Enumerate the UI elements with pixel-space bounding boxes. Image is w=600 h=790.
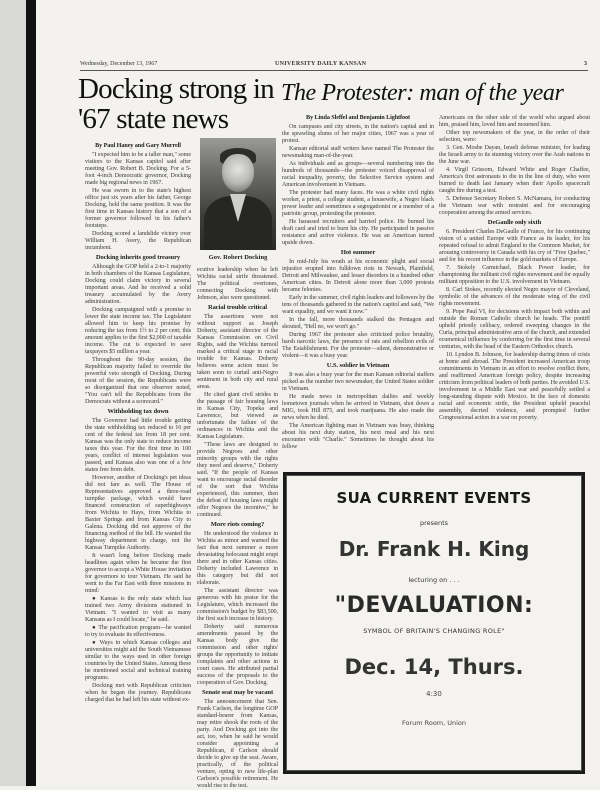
paragraph: 10. Lyndon B. Johnson, for leadership during times of crisis at home and abroad. The President increased American troop commitments in Vietnam in an effort to resolve conflict there, and reaffirmed American foreign policy, despite increasing criticism from political leaders of both parties. He avoided U.S. involvement in a Middle East war and peacefully settled a long-standing dispute with Mexico. In the face of domestic racial and economic strife, the President upheld peaceful assembly, decried violence, and prompted further Congressional action in a war on poverty. (439, 351, 590, 421)
paragraph: In mid-July his wrath at his economic plight and social injustice erupted into fulldown riots in Newark, Plainfield, Detroit and Milwaukee, and lesser disorders in a hundred other American cities. In Detroit alone more than 3,000 protests became felonies. (282, 258, 434, 293)
paragraph: During 1967 the protester also criticized police brutality, harsh narcotic laws, the presence of rats and rebellion evils of The Establishment. For the protester—silent, demonstrative or violent—it was a busy year. (282, 331, 434, 359)
paragraph: Early in the summer, civil rights leaders and followers by the tens of thousands gathered in the nation's capitol and said, "We want equality, and we want it now." (282, 294, 434, 315)
docking-headline: Docking strong in '67 state news (78, 73, 274, 135)
subheading: More riots coming? (210, 521, 265, 528)
subheading: Hot summer (340, 249, 376, 256)
paragraph: Although the GOP held a 2-to-1 majority in both chambers of the Kansas Legislature, Docking could claim victory in several important areas. And he received a solid treasury accumulated by the Avery administration. (85, 263, 191, 305)
page-binding-shadow (26, 0, 36, 786)
paragraph: He was sworn in to the state's highest office just six years after his father, George Docking, held the same position. It was the first time in Kansas history that a son of a former governor followed in his father's footsteps. (85, 187, 191, 229)
protester-column-1 (282, 114, 434, 451)
subheading: U.S. soldier in Vietnam (326, 362, 390, 369)
header-rule (80, 70, 588, 71)
ad-speaker: Dr. Frank H. King (338, 537, 530, 561)
bullet-paragraph: ● Kansas is the only state which has trained two Army divisions stationed in Vietnam. "I wanted to visit as many Kansans as I could locate," he said. (85, 595, 191, 623)
paragraph: 6. President Charles DeGaulle of France, for his continuing vision of a united Europe with France as its leader, for his repeated refusal to admit England to the Common Market, for arousing controversy in Canada with his cry of "Free Quebec," and for his recent influence in the gold markets of Europe. (439, 228, 590, 263)
paragraph: The assertions were not without support as Joseph Doherty, assistant director of the Kansas Commission on Civil Rights, said the Wichita turmoil marked a critical stage in racial trouble for Kansas. Doherty believes some action must be taken soon to curtail anti-Negro sentiment in both city and rural areas. (197, 313, 278, 390)
bullet-paragraph: ● The pacification program—he wanted to try to evaluate its effectiveness. (85, 624, 191, 638)
paragraph: Other top newsmakers of the year, in the order of their selection, were: (439, 129, 590, 143)
paragraph: The announcement that Sen. Frank Carlson, the longtime GOP standard-bearer from Kansas, may retire shook the roots of the party. And Docking got into the act, too, when he said he would consider appointing a Republican, if Carlson should decide to give up the seat. Aware, practically, of the political venture, opting to new life-plan Carlson's possible retirement. He would rise to the test. (197, 698, 278, 789)
governor-photo (200, 138, 276, 250)
issue-date: Wednesday, December 13, 1967 (80, 61, 158, 67)
masthead: UNIVERSITY DAILY KANSAN (275, 61, 367, 67)
protester-column-2 (439, 114, 590, 422)
paragraph: 9. Pope Paul VI, for decisions with impact both within and outside the Roman Catholic church he heads. The pontiff upheld priestly celibacy, ordered sweeping changes in the Curia, principal administrative arm of the church, and extended ecumenical influence by conferring for the first time in several centuries, with the head of the Eastern Orthodox church. (439, 308, 590, 350)
byline: By Linda Sleffel and Benjamin Lightfoot (306, 114, 410, 121)
paragraph: The protester had many faces. He was a white civil rights worker, a priest, a college student, a housewife, a Negro black power leader and sometimes a segregationist or a member of a patriotic group, protesting the protester. (282, 189, 434, 217)
byline: By Paul Haney and Gary Murrell (95, 142, 181, 149)
paragraph: He understood the violence in Wichita as minor and warned the fact that next summer a more devastating holocaust might erupt there and in other Kansas cities. Doherty included Lawrence in this category but did not elaborate. (197, 530, 278, 586)
paragraph: As individuals and as groups—several numbering into the hundreds of thousands—the protester voiced disapproval of racial inequality, poverty, the Selective Service system and American involvement in Vietnam. (282, 160, 434, 188)
paragraph: It was also a busy year for the man Kansan editorial staffers picked as the number two newsmaker, the United States soldier in Vietnam. (282, 371, 434, 392)
ad-location: Forum Room, Union (401, 719, 467, 727)
paragraph: The American fighting man in Vietnam was busy, thinking about his next duty station, his next meal and his next encounter with "Charlie." Sometimes he thought about his fellow (282, 422, 434, 450)
page-number: 3 (584, 61, 587, 67)
paragraph: The Governor had little trouble getting the state withholding tax reduced to 16 per cent of the federal tax from 18 per cent. Kansas was the only state to reduce income taxes this year. For the first time in 100 years, conflict of interest legislation was passed, and Kansas also was one of a few states free from debt. (85, 417, 191, 473)
paragraph: 4. Virgil Grissom, Edward White and Roger Chaffee, America's first astronauts to die in the line of duty, who were burned to death last January when their Apollo spacecraft caught fire during a test. (439, 166, 590, 194)
paragraph: 5. Defense Secretary Robert S. McNamara, for conducting the Vietnam war with restraint and for encouraging cooperation among the armed services. (439, 195, 590, 216)
paragraph: Doherty said numerous amendments passed by the Kansas body give the commission and other rights' groups the opportunity to initiate complaints and other actions in court cases. He attributed partial success of the proposals to the cooperation of Gov. Docking. (197, 623, 278, 686)
paragraph: However, another of Docking's pet ideas did not fare as well. The House of Representatives approved a three-road turnpike package, which would have financed construction of superhighways from Wichita to Hays, from Wichita to Baxter Springs and from Kansas City to Galena. Docking did not approve of the financing method of the bill. He wanted the highway department in charge, not the Kansas Turnpike Authority. (85, 474, 191, 551)
paragraph: The assistant director was generous with his praise for the Legislature, which increased the commission's budget by $83,500, the first such increase in history. (197, 587, 278, 622)
paragraph: Docking campaigned with a promise to lower the state income tax. The Legislature allowed him to keep his promise by reducing the tax from 1½ to 2 per cent; this amount applies to the first $2,000 of taxable income. The cut is expected to save taxpayers $5 million a year. (85, 306, 191, 355)
paragraph: He harassed recruiters and harried police. He burned his draft card and tried to burn his city. He participated in passive resistance and active violence. He was an American turned upside down. (282, 218, 434, 246)
paragraph: 7. Stokely Carmichael, Black Power leader, for championing the militant civil rights movement and for equally militant opposition to the U.S. involvement in Vietnam. (439, 264, 590, 285)
paragraph: He cited giant civil strides in the passage of fair housing laws in Kansas City, Topeka and Lawrence, but viewed as unfortunate the failure of the ordinances in Wichita and the Kansas Legislature. (197, 391, 278, 440)
paragraph: "I expected him to be a taller man," some visitors to the Kansas capitol said after meeting Gov. Robert B. Docking. For a 5-foot 4-inch Democratic governor, Docking made big regional news in 1967. (85, 151, 191, 186)
paragraph: It wasn't long before Docking made headlines again when he became the first governor to accept a White House invitation for governors to tour Vietnam. He said he went to the Far East with three missions in mind: (85, 552, 191, 594)
paragraph: In the fall, more thousands stalked the Pentagon and shouted, "Hell no, we won't go." (282, 316, 434, 330)
paragraph: "These laws are designed to provide Negroes and other minority groups with the rights they need and deserve," Doherty said. "If the people of Kansas want to encourage racial disorder of the sort that Wichita experienced, this summer, then the defeat of housing laws might offer Negroes the incentive," he continued. (197, 441, 278, 518)
docking-column-1 (85, 142, 191, 704)
subheading: Senate seat may be vacant (201, 689, 274, 696)
lecture-advertisement (283, 472, 585, 774)
paragraph: 3. Gen. Moshe Dayan, Israeli defense minister, for leading the Israeli army to its stunning victory over the Arab nations in the June war. (439, 144, 590, 165)
subheading: Racial trouble critical (207, 304, 268, 311)
paragraph: Throughout the 90-day session, the Republican majority failed to override the powerful veto strength of Docking. During most of the session, the Republicans were so disorganized that one observer noted, "You can't tell the Republicans from the Democrats without a scorecard." (85, 356, 191, 405)
ad-presents: presents (419, 519, 449, 527)
ad-sponsor: SUA CURRENT EVENTS (336, 489, 532, 507)
docking-column-2 (197, 266, 278, 790)
protester-headline: The Protester: man of the year (281, 80, 564, 106)
paragraph: ecutive leadership when he left Wichita racial strife threatened. The political overtones, connecting Docking with Johnson, also were questioned. (197, 266, 278, 301)
ad-date: Dec. 14, Thurs. (344, 655, 524, 679)
ad-title: "DEVALUATION: (334, 593, 534, 618)
previous-page-edge (0, 0, 26, 786)
photo-caption: Gov. Robert Docking (208, 254, 268, 261)
paragraph: Docking met with Republican criticism when he began the journey. Republicans charged that he had left his state without ex- (85, 682, 191, 703)
paragraph: Americans on the other side of the world who argued about him, praised him, loved him and mourned him. (439, 114, 590, 128)
subheading: DeGaulle only sixth (487, 219, 542, 226)
paragraph: Docking scored a landslide victory over William H. Avery, the Republican incumbent. (85, 230, 191, 251)
ad-subtitle: SYMBOL OF BRITAIN'S CHANGING ROLE" (363, 627, 505, 635)
paragraph: He made news in metropolitan dailies and weekly hometown journals when he arrived in Vietnam, shot down a MIG, took Hill 875, and took marijuana. He also made the news when he died. (282, 393, 434, 421)
subheading: Withholding tax down (107, 408, 169, 415)
ad-time: 4:30 (426, 690, 442, 698)
ad-lecturing: lecturing on . . . (408, 576, 460, 584)
paragraph: Kansan editorial staff writers have named The Protester the newsmaking man-of-the-year. (282, 145, 434, 159)
bullet-paragraph: ● Ways in which Kansas colleges and universities might aid the South Vietnamese similar to the ways used in other foreign countries by the United States. Among these he mentioned social and technical training programs. (85, 639, 191, 681)
paragraph: 8. Carl Stokes, recently elected Negro mayor of Cleveland, symbolic of the advances of the moderate wing of the civil rights movement. (439, 286, 590, 307)
paragraph: On campuses and city streets, in the nation's capital and in the sprawling slums of her major cities, 1967 was a year of protest. (282, 123, 434, 144)
subheading: Docking inherits good treasury (95, 254, 181, 261)
